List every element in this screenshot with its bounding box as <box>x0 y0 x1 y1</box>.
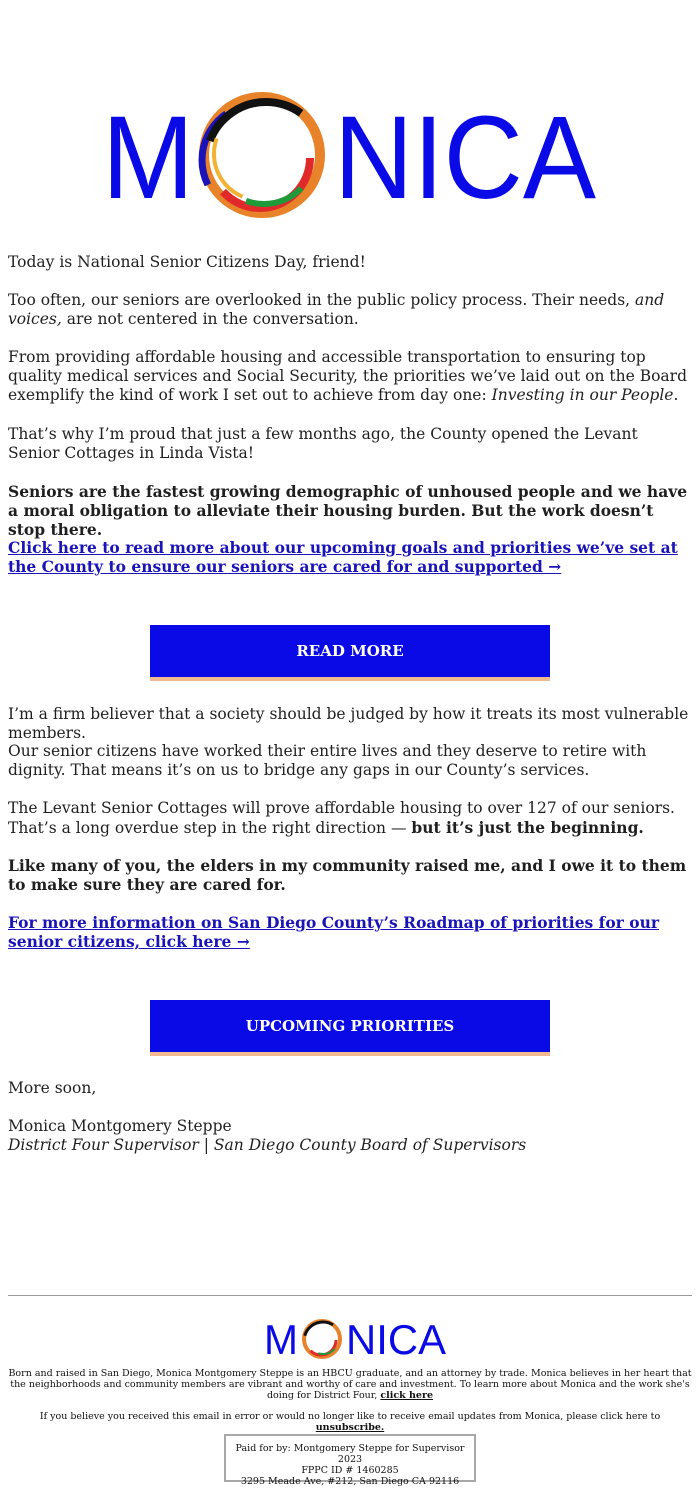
paragraph-overlooked: Too often, our seniors are overlooked in the public policy process. Their needs, and voices, are not centered in the conversation. <box>8 291 665 328</box>
footer-monica-logo <box>262 1312 448 1362</box>
signoff: More soon, <box>8 1079 97 1097</box>
monica-logo <box>100 80 600 230</box>
logo-ring-icon <box>202 97 326 222</box>
signature-title: District Four Supervisor | San Diego County Board of Supervisors <box>8 1136 527 1154</box>
paragraph-vulnerable: I’m a firm believer that a society should be judged by how it treats its most vulnerable members. <box>8 705 689 742</box>
roadmap-link[interactable]: For more information on San Diego County’s Roadmap of priorities for our senior citizens, click here → <box>8 913 660 951</box>
paid-for-box <box>224 1434 476 1487</box>
footer-logo-ring-icon <box>304 1321 342 1360</box>
paid-for-line: Paid for by: Montgomery Steppe for Supervisor 2023 <box>235 1443 465 1465</box>
mailing-address: 3295 Meade Ave, #212, San Diego CA 92116 <box>240 1476 460 1487</box>
unsubscribe-link[interactable]: unsubscribe. <box>315 1422 385 1433</box>
paragraph-cottages: The Levant Senior Cottages will prove affordable housing to over 127 of our seniors. That’s a long overdue step in the right direction — but it’s just the beginning. <box>8 799 675 837</box>
svg-text:NICA: NICA <box>346 1316 446 1362</box>
paragraph-dignity: Our senior citizens have worked their entire lives and they deserve to retire with dignity. That means it’s on us to bridge any gaps in our County’s services. <box>8 742 647 779</box>
read-more-link[interactable]: Click here to read more about our upcoming goals and priorities we’ve set at the County to ensure our seniors are cared for and supported → <box>8 538 678 576</box>
signature-name: Monica Montgomery Steppe <box>8 1117 232 1135</box>
paragraph-levant: That’s why I’m proud that just a few months ago, the County opened the Levant Senior Cottages in Linda Vista! <box>8 425 638 462</box>
footer-click-here-link[interactable]: click here <box>380 1390 434 1401</box>
svg-text:M: M <box>102 92 194 224</box>
footer-divider <box>8 1295 692 1296</box>
fppc-id: FPPC ID # 1460285 <box>301 1465 399 1476</box>
paragraph-moral-obligation: Seniors are the fastest growing demographic of unhoused people and we have a moral obligation to alleviate their housing burden. But the work doesn’t stop there. <box>8 482 688 539</box>
greeting: Today is National Senior Citizens Day, friend! <box>8 253 366 271</box>
footer-bio: Born and raised in San Diego, Monica Montgomery Steppe is an HBCU graduate, and an attorney by trade. Monica believes in her heart that the neighborhoods and community members are vibrant and worthy of care and investment. To learn more about Monica and the work she's doing for District Four, click here <box>8 1368 692 1401</box>
read-more-button[interactable]: READ MORE <box>150 625 550 681</box>
paragraph-elders: Like many of you, the elders in my community raised me, and I owe it to them to make sure they are cared for. <box>8 856 687 894</box>
svg-text:M: M <box>264 1316 298 1362</box>
svg-text:NICA: NICA <box>334 92 597 224</box>
signature <box>8 1117 692 1155</box>
paragraph-priorities: From providing affordable housing and accessible transportation to ensuring top quality medical services and Social Security, the priorities we’ve laid out on the Board exemplify the kind of work I set out to achieve from day one: Investing in our People. <box>8 348 687 404</box>
footer-unsubscribe: If you believe you received this email in error or would no longer like to receive email updates from Monica, please click here to unsubscribe. <box>39 1411 661 1433</box>
upcoming-priorities-button[interactable]: UPCOMING PRIORITIES <box>150 1000 550 1056</box>
